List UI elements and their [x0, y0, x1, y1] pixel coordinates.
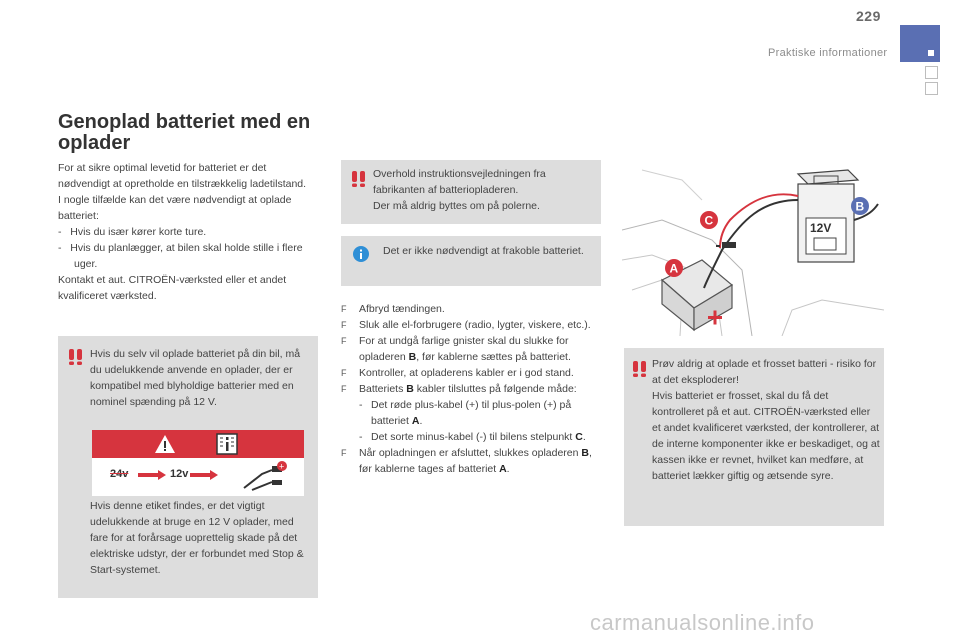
step-text: For at undgå farlige gnister skal du slukke for opladeren: [359, 335, 569, 363]
warning-line: Hvis batteriet er frosset, skal du få det kontrolleret på et aut. CITROËN-værksted eller et andet kvalificeret værksted, der kontrollerer, at de interne komponenter ikke er beskadiget, og at kassen ikke er revnet, hvilket kan medføre, at batteriet lækker giftig og ætsende syre.: [652, 390, 880, 482]
sub-item: [341, 397, 603, 429]
list-item: [341, 445, 603, 477]
step-text: .: [419, 415, 423, 427]
list-item: [341, 301, 603, 317]
svg-text:+: +: [279, 461, 285, 472]
charger-voltage-label: 12V: [810, 221, 832, 235]
chapter-tab[interactable]: [900, 25, 940, 62]
ref-letter: B: [408, 351, 417, 363]
page-title: Genoplad batteriet med en oplader: [58, 111, 311, 154]
sub-item: [341, 429, 603, 445]
warning-text: Hvis du selv vil oplade batteriet på din bil, må du udelukkende anvende en oplader, der er kompatibel med blyholdige batterier med en nominel spænding på 12 V.: [90, 348, 301, 408]
step-text: kabler tilsluttes på følgende måde:: [413, 383, 577, 395]
exclamation-icon: [351, 170, 367, 188]
step-text: .: [582, 431, 586, 443]
list-item: [341, 333, 603, 365]
step-text: Sluk alle el-forbrugere (radio, lygter, viskere, etc.).: [359, 319, 591, 331]
label-12v: 12v: [170, 468, 189, 480]
cable-clamp-icon: [242, 460, 292, 492]
battery-label-image: [92, 430, 304, 496]
ref-letter: A: [499, 463, 507, 475]
warning-box-instructions: [341, 160, 601, 224]
charger-illustration: [622, 160, 884, 336]
label-a: A: [669, 261, 679, 276]
ref-letter: A: [411, 415, 420, 427]
list-item: [341, 317, 603, 333]
label-24v: 24v: [110, 468, 129, 480]
intro-paragraph: I nogle tilfælde kan det være nødvendigt at oplade batteriet:: [58, 194, 292, 222]
page-number: 229: [856, 8, 881, 24]
step-text: Det røde plus-kabel (+) til plus-polen (+) på batteriet: [371, 399, 572, 427]
step-text: Batteriets: [359, 383, 407, 395]
step-marker: F: [341, 336, 347, 346]
intro-paragraph: Kontakt et aut. CITROËN-værksted eller et andet kvalificeret værksted.: [58, 274, 287, 302]
warning-line: Der må aldrig byttes om på polerne.: [373, 200, 540, 212]
step-text: Det sorte minus-kabel (-) til bilens stelpunkt: [371, 431, 576, 443]
ref-letter: C: [575, 431, 583, 443]
info-icon: [353, 246, 369, 262]
label-header-bar: [92, 430, 304, 458]
chapter-tab-empty[interactable]: [925, 66, 938, 79]
intro-text: [58, 160, 316, 304]
step-marker: F: [341, 304, 347, 314]
dash: -: [359, 399, 363, 411]
ref-letter: B: [406, 383, 414, 395]
step-text: Afbryd tændingen.: [359, 303, 445, 315]
info-text: Det er ikke nødvendigt at frakoble batteriet.: [383, 245, 584, 257]
arrow-right-icon: [190, 470, 218, 480]
step-text: , før kablerne tages af batteriet: [359, 447, 592, 475]
warning-triangle-icon: [154, 434, 176, 454]
step-text: Når opladningen er afsluttet, slukkes opladeren: [359, 447, 582, 459]
list-item: - Hvis du planlægger, at bilen skal holde stille i flere uger.: [58, 242, 303, 270]
warning-box-charger: [58, 336, 318, 598]
arrow-right-icon: [138, 470, 166, 480]
warning-line: Overhold instruktionsvejledningen fra fabrikanten af batteriopladeren.: [373, 168, 546, 196]
step-marker: F: [341, 448, 347, 458]
steps-list: [341, 301, 603, 477]
exclamation-icon: [68, 348, 84, 366]
warning-text: [373, 166, 595, 214]
watermark: carmanualsonline.info: [590, 610, 815, 635]
exclamation-icon: [632, 360, 648, 378]
step-text: , før kablerne sættes på batteriet.: [416, 351, 571, 363]
info-box: [341, 236, 601, 286]
warning-box-frozen: [624, 348, 884, 526]
step-text: .: [506, 463, 510, 475]
square-icon: [928, 50, 934, 56]
warning-line: Prøv aldrig at oplade et frosset batteri - risiko for at det eksploderer!: [652, 358, 877, 386]
section-name: Praktiske informationer: [768, 47, 888, 59]
intro-paragraph: For at sikre optimal levetid for batteriet er det nødvendigt at opretholde en tilstrækkelig ladetilstand.: [58, 162, 307, 190]
step-marker: F: [341, 320, 347, 330]
step-text: Kontroller, at opladerens kabler er i god stand.: [359, 367, 574, 379]
step-marker: F: [341, 368, 347, 378]
label-c: C: [704, 213, 714, 228]
list-item: [341, 365, 603, 381]
label-b: B: [855, 199, 865, 214]
step-marker: F: [341, 384, 347, 394]
list-item: [341, 381, 603, 397]
chapter-tab-empty[interactable]: [925, 82, 938, 95]
ref-letter: B: [581, 447, 589, 459]
list-item: - Hvis du især kører korte ture.: [58, 226, 207, 238]
manual-book-icon: [216, 433, 238, 455]
warning-text: [652, 356, 880, 484]
dash: -: [359, 431, 363, 443]
warning-text: Hvis denne etiket findes, er det vigtigt udelukkende at bruge en 12 V oplader, med fare for at forårsage uoprettelig skade på det elektriske udstyr, der er forbundet med Stop & Start-systemet.: [90, 500, 304, 576]
